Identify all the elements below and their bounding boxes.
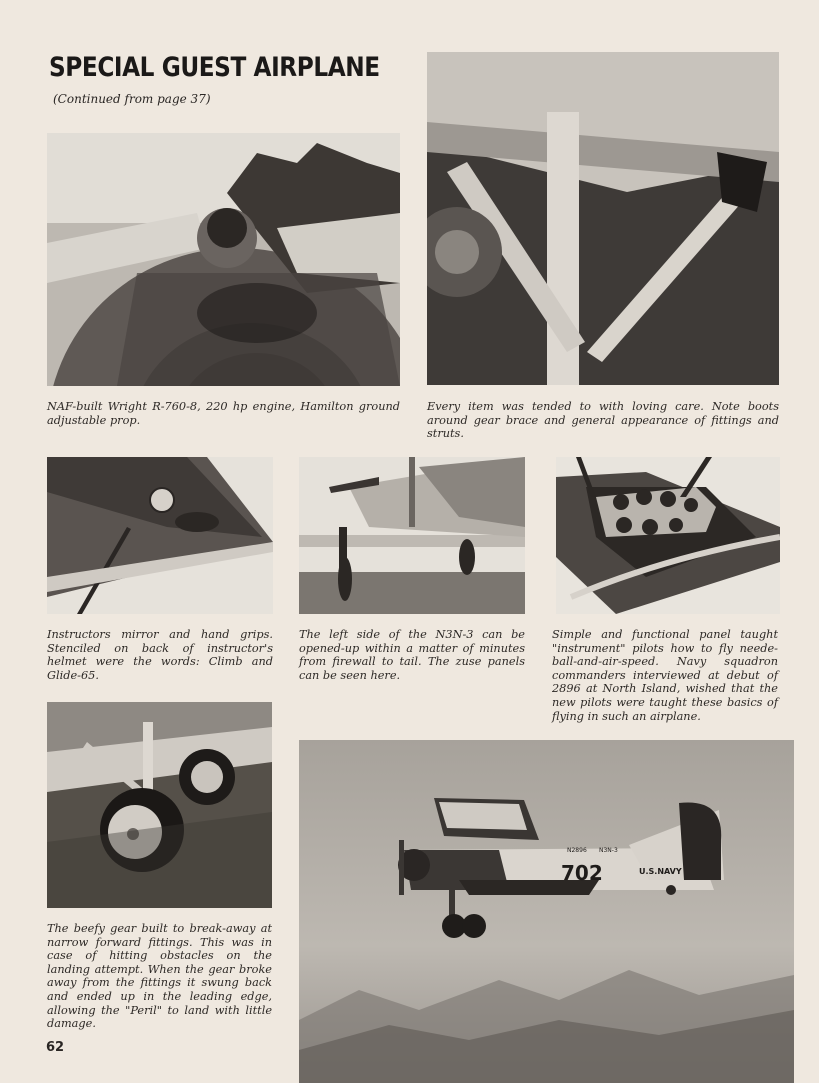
engine-photo <box>47 133 400 386</box>
page-title: SPECIAL GUEST AIRPLANE <box>49 52 380 83</box>
fuselage-number: 702 <box>561 861 603 885</box>
tail-marking: U.S.NAVY <box>639 867 682 876</box>
model-marking: N3N-3 <box>599 847 618 854</box>
engine-caption: NAF-built Wright R-760-8, 220 hp engine, Hamilton ground adjustable prop. <box>47 400 400 427</box>
gear-brace-caption: Every item was tended to with loving care. Note boots around gear brace and general appearance of fittings and struts. <box>427 400 779 441</box>
instrument-panel-photo <box>556 457 780 614</box>
page-subtitle: (Continued from page 37) <box>53 92 211 106</box>
mirror-caption: Instructors mirror and hand grips. Stenciled on back of instructor's helmet were the words: Climb and Glide-65. <box>47 628 273 682</box>
panel-caption: Simple and functional panel taught "instrument" pilots how to fly neede-ball-and-air-speed. Navy squadron commanders interviewed at debut of 2896 at North Island, wished that the new pilots were taught these basics of flying in such an airplane. <box>552 628 778 723</box>
left-side-caption: The left side of the N3N-3 can be opened-up within a matter of minutes from firewall to tail. The zuse panels can be seen here. <box>299 628 525 682</box>
mirror-photo <box>47 457 273 614</box>
left-side-photo <box>299 457 525 614</box>
gear-caption: The beefy gear built to break-away at narrow forward fittings. This was in case of hitting obstacles on the landing attempt. When the gear broke away from the fittings it swung back and ended up in the leading edge, allowing the "Peril" to land with little damage. <box>47 922 272 1031</box>
serial-marking: N2896 <box>567 847 587 854</box>
gear-brace-photo <box>427 52 779 385</box>
page-number: 62 <box>46 1040 65 1055</box>
flight-photo <box>299 740 794 1083</box>
landing-gear-photo <box>47 702 272 908</box>
